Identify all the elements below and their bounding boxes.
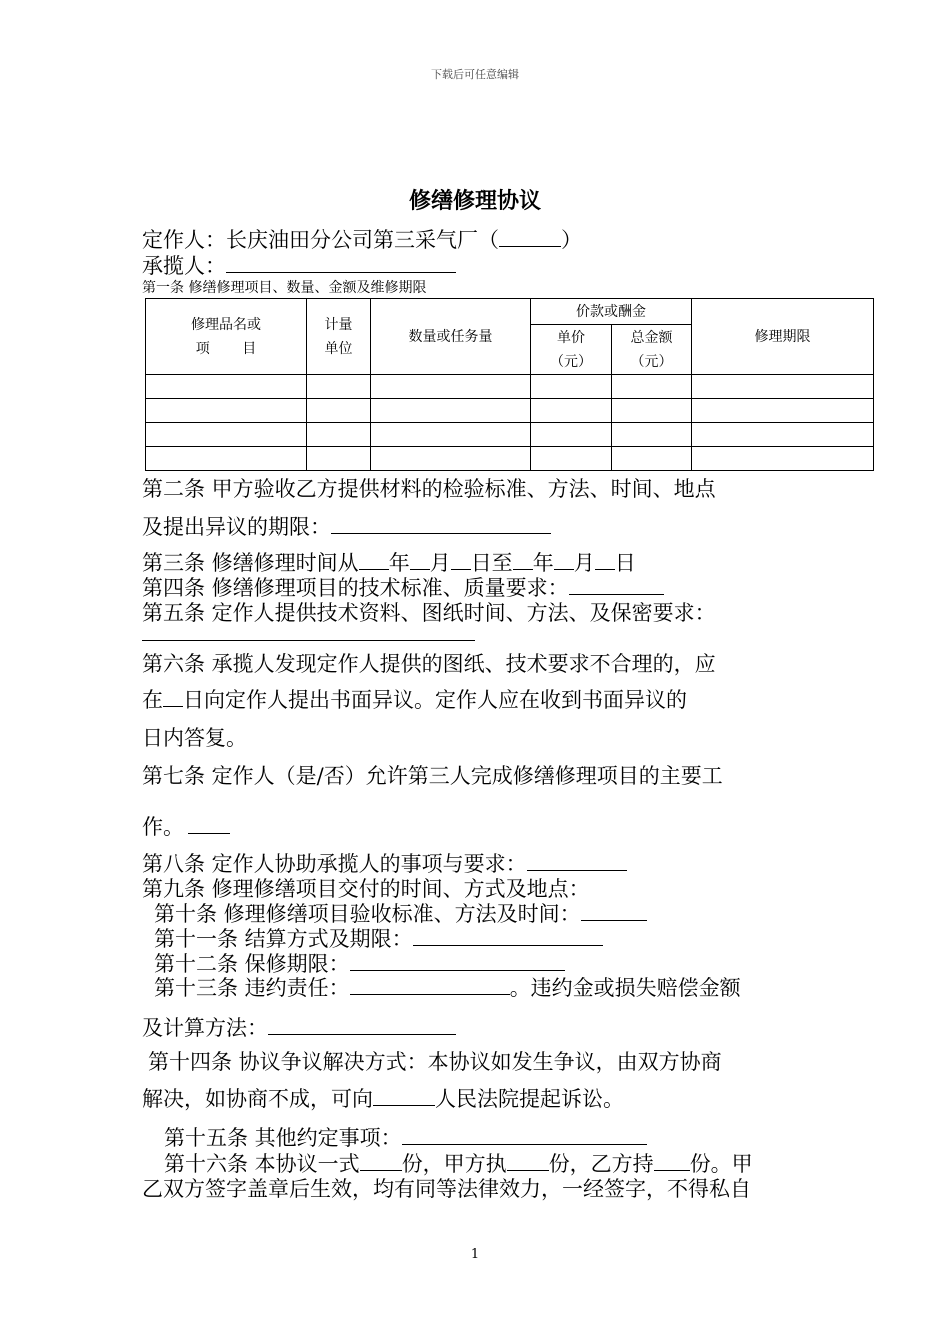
article-4-blank[interactable] [569,576,664,595]
article-10-blank[interactable] [581,902,647,921]
party-a-blank[interactable] [499,228,561,247]
article-5: 第五条 定作人提供技术资料、图纸时间、方法、及保密要求： [142,601,716,625]
page-number: 1 [470,1247,480,1262]
article-2-line-2: 及提出异议的期限： [142,511,551,541]
article-12: 第十二条 保修期限： [154,948,565,978]
article-12-blank[interactable] [350,952,565,971]
article-8-blank[interactable] [527,852,627,871]
article-15: 第十五条 其他约定事项： [164,1122,647,1152]
article-6-line-1: 第六条 承揽人发现定作人提供的图纸、技术要求不合理的，应 [142,652,716,676]
article-14-line-2: 解决，如协商不成，可向 人民法院提起诉讼。 [142,1087,624,1111]
table-cell[interactable] [371,399,531,423]
table-cell[interactable] [531,423,612,447]
article-11-blank[interactable] [413,927,603,946]
year-to-blank[interactable] [513,551,533,570]
table-row [146,423,874,447]
col-header-name: 修理品名或 项 目 [146,299,307,375]
article-16-line-2: 乙双方签字盖章后生效，均有同等法律效力，一经签字，不得私自 [142,1177,751,1201]
article-13-line-2: 及计算方法： [142,1012,456,1042]
copies-blank[interactable] [360,1152,402,1171]
article-8: 第八条 定作人协助承揽人的事项与要求： [142,848,627,878]
article-6-days-blank[interactable] [163,688,183,707]
table-cell[interactable] [146,447,307,471]
table-cell[interactable] [692,375,874,399]
table-cell[interactable] [371,423,531,447]
items-table [145,298,874,471]
party-a-copies-blank[interactable] [507,1152,549,1171]
document-title: 修缮修理协议 [408,189,541,214]
table-cell[interactable] [371,375,531,399]
article-9: 第九条 修理修缮项目交付的时间、方式及地点： [142,877,590,901]
article-13-line-1: 第十三条 违约责任： 。违约金或损失赔偿金额 [154,976,741,1000]
party-a-label: 定作人：长庆油田分公司第三采气厂（ [142,228,499,252]
party-a-close: ） [561,228,582,252]
day-to-blank[interactable] [595,551,615,570]
col-header-price-group: 价款或酬金 [531,299,692,325]
article-10: 第十条 修理修缮项目验收标准、方法及时间： [154,898,647,928]
article-7-line-1: 第七条 定作人（是/否）允许第三人完成修缮修理项目的主要工 [142,764,723,788]
table-cell[interactable] [692,423,874,447]
table-row [146,399,874,423]
table-cell[interactable] [612,447,692,471]
article-15-blank[interactable] [402,1126,647,1145]
table-cell[interactable] [692,447,874,471]
header-note: 下载后可任意编辑 [431,68,519,81]
party-b-blank[interactable] [226,254,456,273]
article-2-line-1: 第二条 甲方验收乙方提供材料的检验标准、方法、时间、地点 [142,477,716,501]
article-7-blank[interactable] [188,815,230,834]
month-from-blank[interactable] [410,551,430,570]
article-6-line-2: 在 日向定作人提出书面异议。定作人应在收到书面异议的 [142,688,687,712]
table-cell[interactable] [146,375,307,399]
article-13-method-blank[interactable] [268,1016,456,1035]
table-cell[interactable] [692,399,874,423]
table-cell[interactable] [612,375,692,399]
day-from-blank[interactable] [451,551,471,570]
col-header-unit: 计量 单位 [307,299,371,375]
article-13-blank[interactable] [350,976,510,995]
party-b-copies-blank[interactable] [654,1152,690,1171]
article-16-line-1: 第十六条 本协议一式 份，甲方执 份，乙方持 份。甲 [164,1152,753,1176]
table-cell[interactable] [612,399,692,423]
party-b-line [142,250,456,280]
table-cell[interactable] [146,423,307,447]
table-cell[interactable] [146,399,307,423]
table-cell[interactable] [307,423,371,447]
table-cell[interactable] [307,375,371,399]
article-5-blank[interactable] [142,622,475,645]
month-to-blank[interactable] [554,551,574,570]
table-row [146,375,874,399]
table-cell[interactable] [307,399,371,423]
article-4: 第四条 修缮修理项目的技术标准、质量要求： [142,572,664,602]
article-7-line-2: 作。 [142,811,230,841]
article-2-blank[interactable] [331,515,551,534]
year-from-blank[interactable] [359,551,389,570]
table-cell[interactable] [531,399,612,423]
article-6-line-3: 日内答复。 [142,726,247,750]
col-header-period: 修理期限 [692,299,874,375]
table-cell[interactable] [371,447,531,471]
article-11: 第十一条 结算方式及期限： [154,923,603,953]
table-cell[interactable] [612,423,692,447]
party-b-label: 承揽人： [142,254,226,278]
col-header-total: 总金额 （元） [612,325,692,375]
col-header-qty: 数量或任务量 [371,299,531,375]
article-1: 第一条 修缮修理项目、数量、金额及维修期限 [142,280,427,296]
table-row [146,447,874,471]
court-blank[interactable] [373,1087,435,1106]
table-cell[interactable] [307,447,371,471]
article-3: 第三条 修缮修理时间从 年 月 日至 年 月 日 [142,551,636,575]
col-header-unit-price: 单价 （元） [531,325,612,375]
table-cell[interactable] [531,375,612,399]
table-cell[interactable] [531,447,612,471]
article-14-line-1: 第十四条 协议争议解决方式：本协议如发生争议，由双方协商 [148,1050,722,1074]
